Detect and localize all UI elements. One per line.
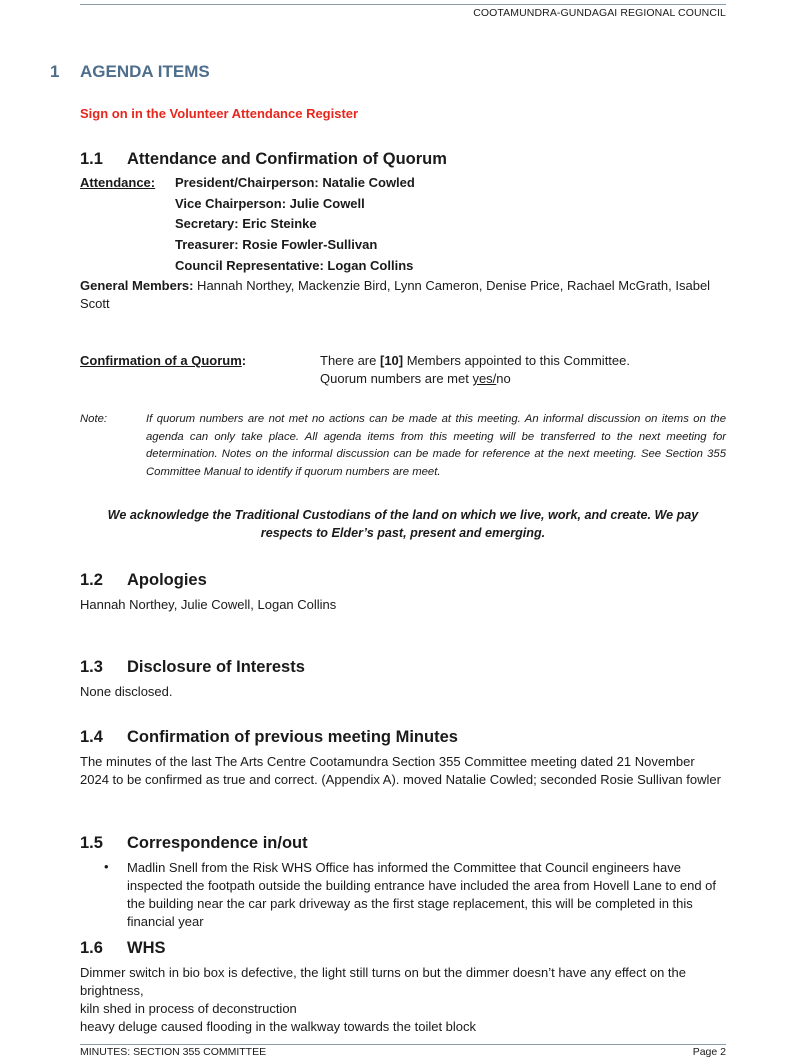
quorum-label: Confirmation of a Quorum: [80, 353, 247, 368]
bullet-icon: • [104, 859, 109, 874]
general-members: General Members: Hannah Northey, Mackenzie Bird, Lynn Cameron, Denise Price, Rachael McGrath, Isabel Scott [80, 278, 711, 311]
role-secretary: Secretary: Eric Steinke [175, 216, 317, 231]
minutes-heading: 1.4 Confirmation of previous meeting Minutes [80, 728, 458, 746]
quorum-members-line: There are [10] Members appointed to this Committee. [320, 353, 630, 368]
section-title: AGENDA ITEMS [80, 62, 210, 81]
role-treasurer: Treasurer: Rosie Fowler-Sullivan [175, 237, 378, 252]
role-president: President/Chairperson: Natalie Cowled [175, 175, 415, 190]
disclosure-text: None disclosed. [80, 684, 173, 699]
note-label: Note: [80, 413, 108, 425]
correspondence-item: Madlin Snell from the Risk WHS Office has informed the Committee that Council engineers have inspected the footpath outside the building entrance have included the area from Hovell Lane to end of the building near the car park driveway as the first stage replacement, this will be completed in this financial year [127, 860, 717, 929]
whs-items [80, 964, 726, 1036]
minutes-text: The minutes of the last The Arts Centre Cootamundra Section 355 Committee meeting dated 21 November 2024 to be confirmed as true and correct. (Appendix A). moved Natalie Cowled; seconded Rosie Sullivan fowler [80, 754, 721, 787]
section-heading [50, 62, 210, 82]
role-council-rep: Council Representative: Logan Collins [175, 258, 414, 273]
whs-item: heavy deluge caused flooding in the walkway towards the toilet block [80, 1019, 477, 1034]
page-number: Page 2 [692, 1046, 726, 1058]
header-rule [80, 4, 726, 5]
quorum-met-line: Quorum numbers are met yes/no [320, 371, 511, 386]
apologies-heading: 1.2 Apologies [80, 571, 207, 589]
role-vice-chair: Vice Chairperson: Julie Cowell [175, 196, 365, 211]
acknowledgement: We acknowledge the Traditional Custodians of the land on which we live, work, and create. We pay respects to Elder’s past, present and emerging. [107, 508, 699, 540]
apologies-text: Hannah Northey, Julie Cowell, Logan Collins [80, 597, 337, 612]
attendance-heading: 1.1 Attendance and Confirmation of Quorum [80, 150, 447, 168]
sign-on-notice: Sign on in the Volunteer Attendance Register [80, 106, 359, 121]
whs-item: kiln shed in process of deconstruction [80, 1001, 297, 1016]
whs-heading: 1.6 WHS [80, 939, 166, 957]
whs-item: Dimmer switch in bio box is defective, the light still turns on but the dimmer doesn’t have any effect on the brightness, [80, 965, 687, 998]
note-text: If quorum numbers are not met no actions can be made at this meeting. An informal discussion on items on the agenda can only take place. All agenda items from this meeting will be transferred to the next meeting for determination. Notes on the informal discussion can be made for reference at the next meeting. See Section 355 Committee Manual to identify if quorum numbers are meet. [146, 413, 726, 478]
section-number: 1 [50, 62, 60, 81]
attendance-label: Attendance: [80, 175, 156, 190]
footer-title: MINUTES: SECTION 355 COMMITTEE [80, 1046, 267, 1058]
correspondence-heading: 1.5 Correspondence in/out [80, 834, 308, 852]
council-name: COOTAMUNDRA-GUNDAGAI REGIONAL COUNCIL [473, 7, 726, 19]
disclosure-heading: 1.3 Disclosure of Interests [80, 658, 305, 676]
footer-rule [80, 1044, 726, 1045]
